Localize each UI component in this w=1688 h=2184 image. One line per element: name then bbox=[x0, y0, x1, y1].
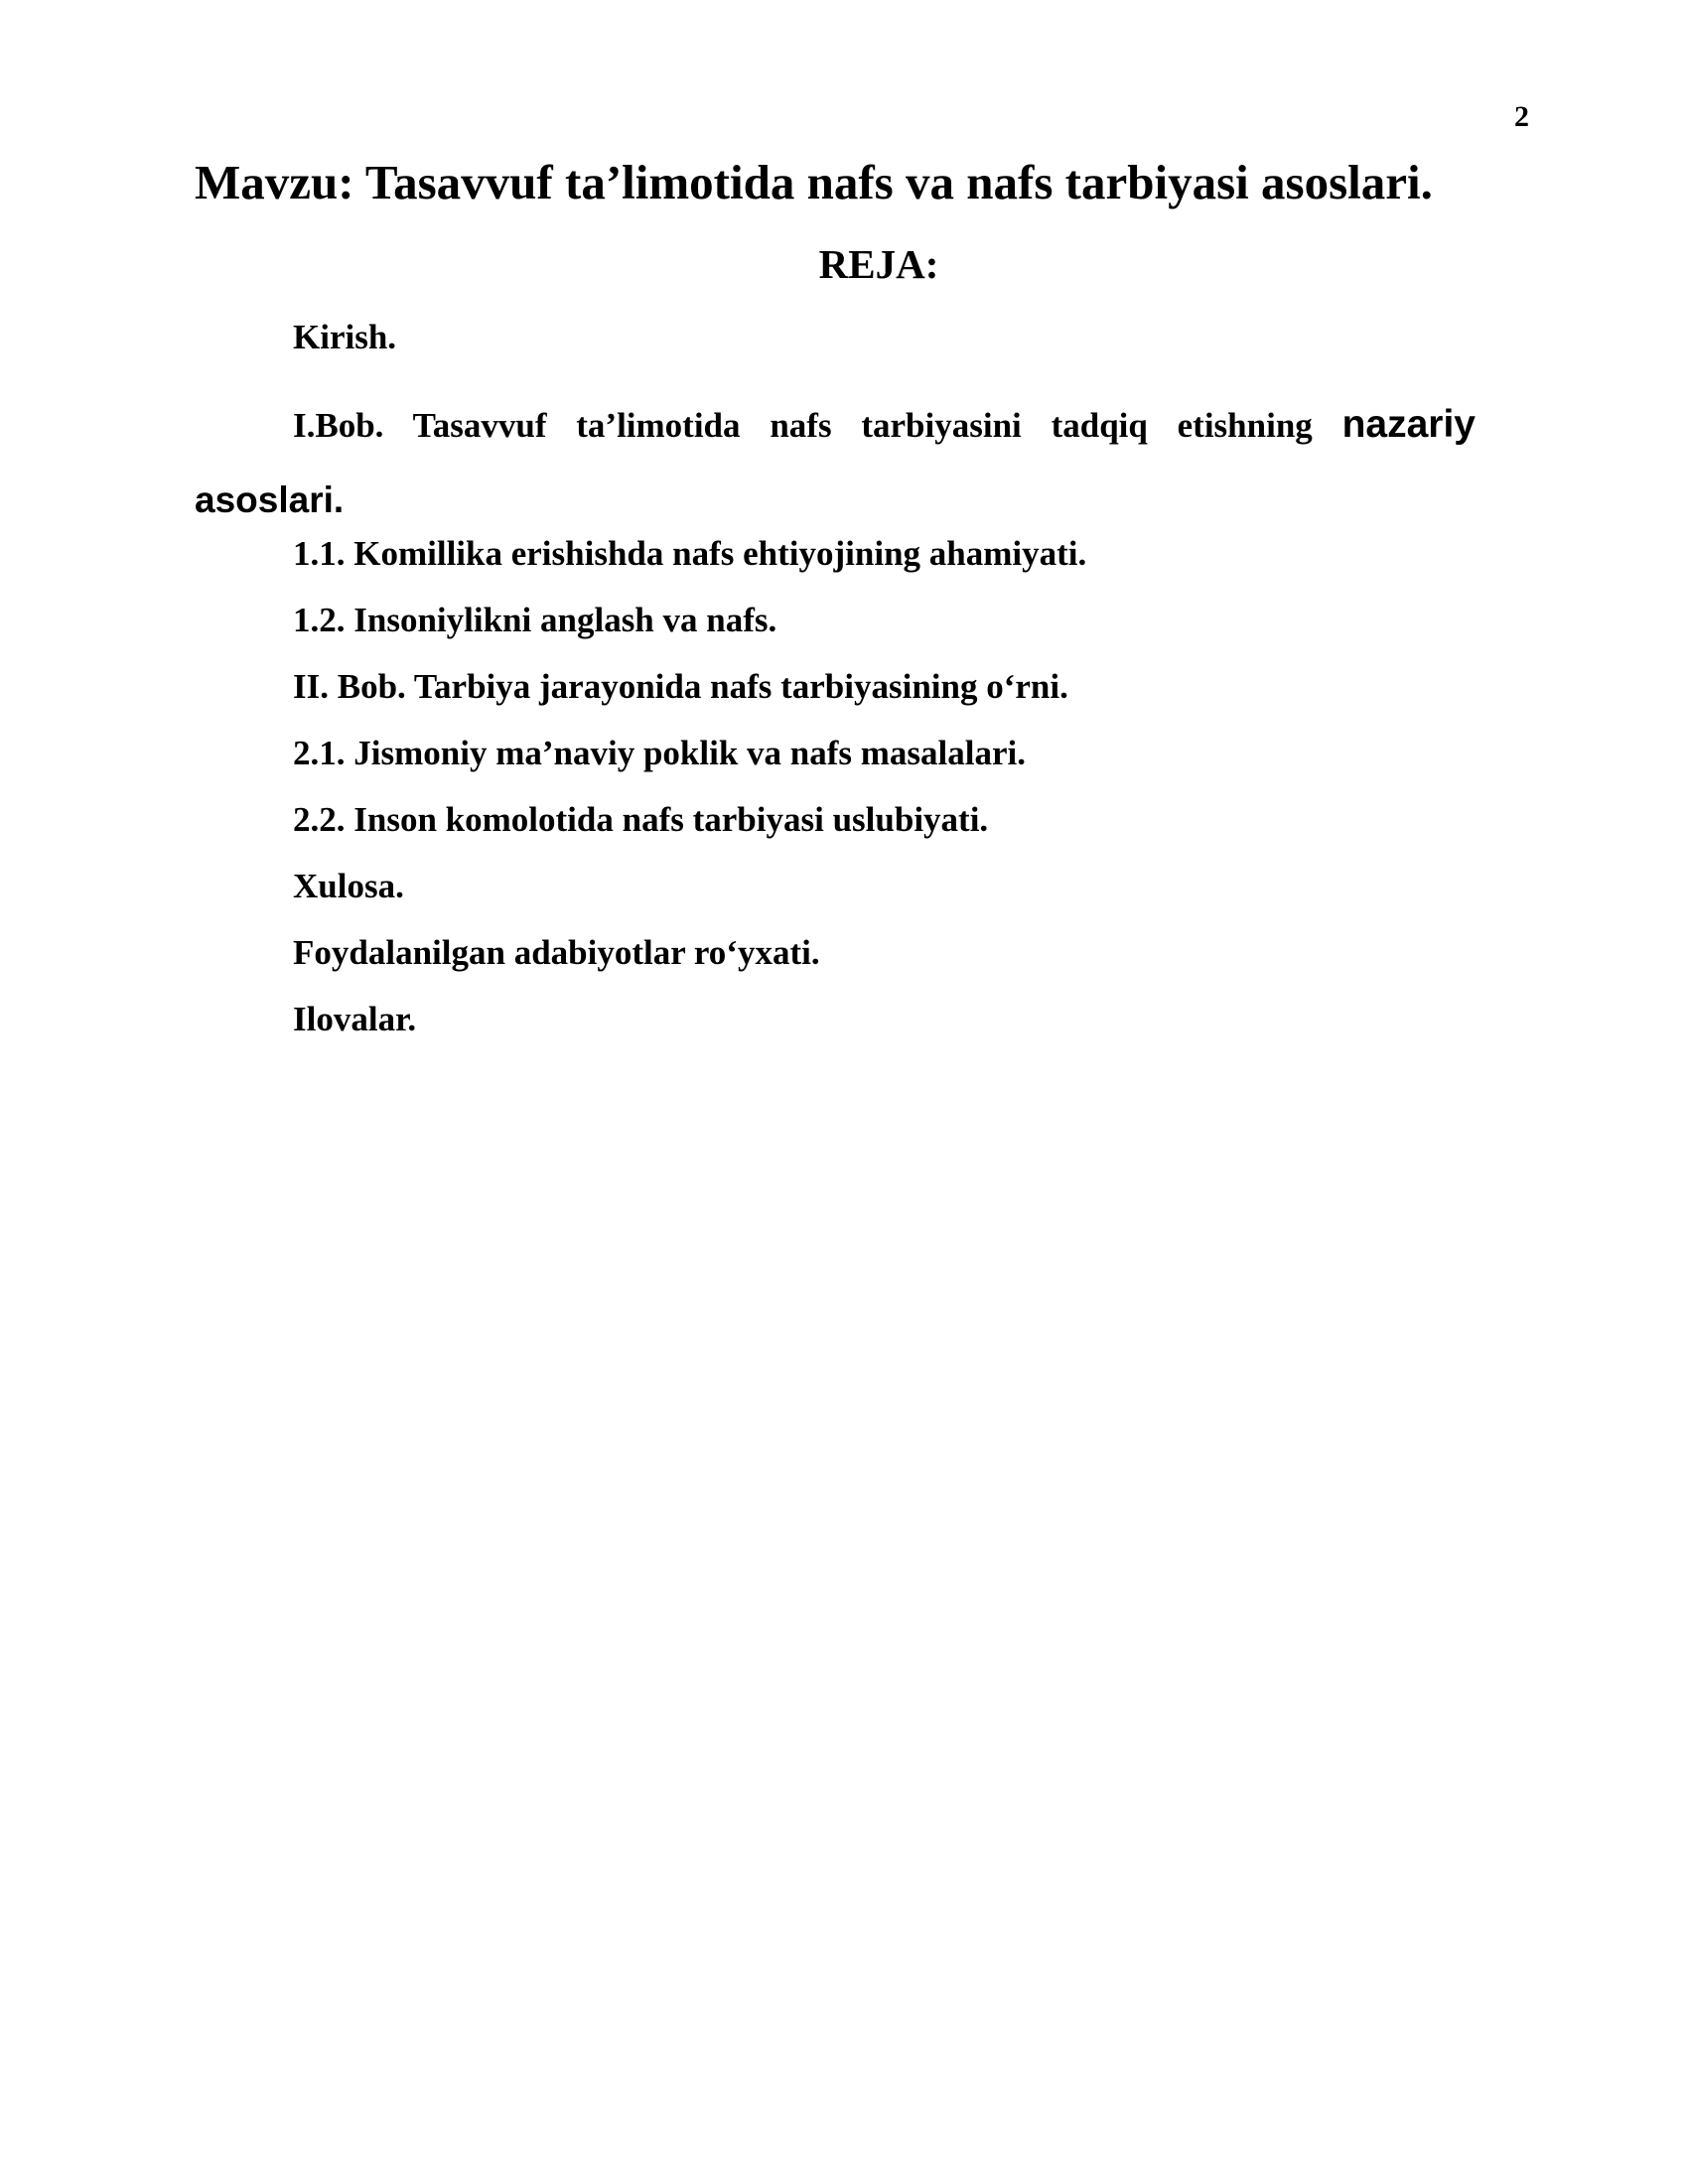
chapter-1-tail: asoslari. bbox=[195, 479, 345, 520]
chapter-1-word: nazariy bbox=[1341, 403, 1476, 446]
toc-item-1-2: 1.2. Insoniylikni anglash va nafs. bbox=[293, 601, 777, 639]
toc-item-chapter-2: II. Bob. Tarbiya jarayonida nafs tarbiyasining o‘rni. bbox=[293, 667, 1068, 706]
page-number: 2 bbox=[1514, 100, 1529, 133]
toc-item-appendices: Ilovalar. bbox=[293, 1000, 417, 1038]
toc-item-chapter-1 bbox=[195, 387, 1476, 538]
toc-item-2-2: 2.2. Inson komolotida nafs tarbiyasi uslubiyati. bbox=[293, 800, 989, 839]
toc-item-bibliography: Foydalanilgan adabiyotlar ro‘yxati. bbox=[293, 933, 820, 972]
document-title: Mavzu: Tasavvuf ta’limotida nafs va nafs tarbiyasi asoslari. bbox=[195, 155, 1433, 209]
toc-item-conclusion: Xulosa. bbox=[293, 867, 404, 905]
toc-item-2-1: 2.1. Jismoniy ma’naviy poklik va nafs masalalari. bbox=[293, 734, 1027, 772]
toc-item-1-1: 1.1. Komillika erishishda nafs ehtiyojining ahamiyati. bbox=[293, 534, 1087, 573]
toc-item-intro: Kirish. bbox=[293, 318, 397, 356]
chapter-1-text: I.Bob. Tasavvuf ta’limotida nafs tarbiyasini tadqiq etishning bbox=[293, 406, 1342, 445]
plan-heading: REJA: bbox=[818, 241, 939, 287]
